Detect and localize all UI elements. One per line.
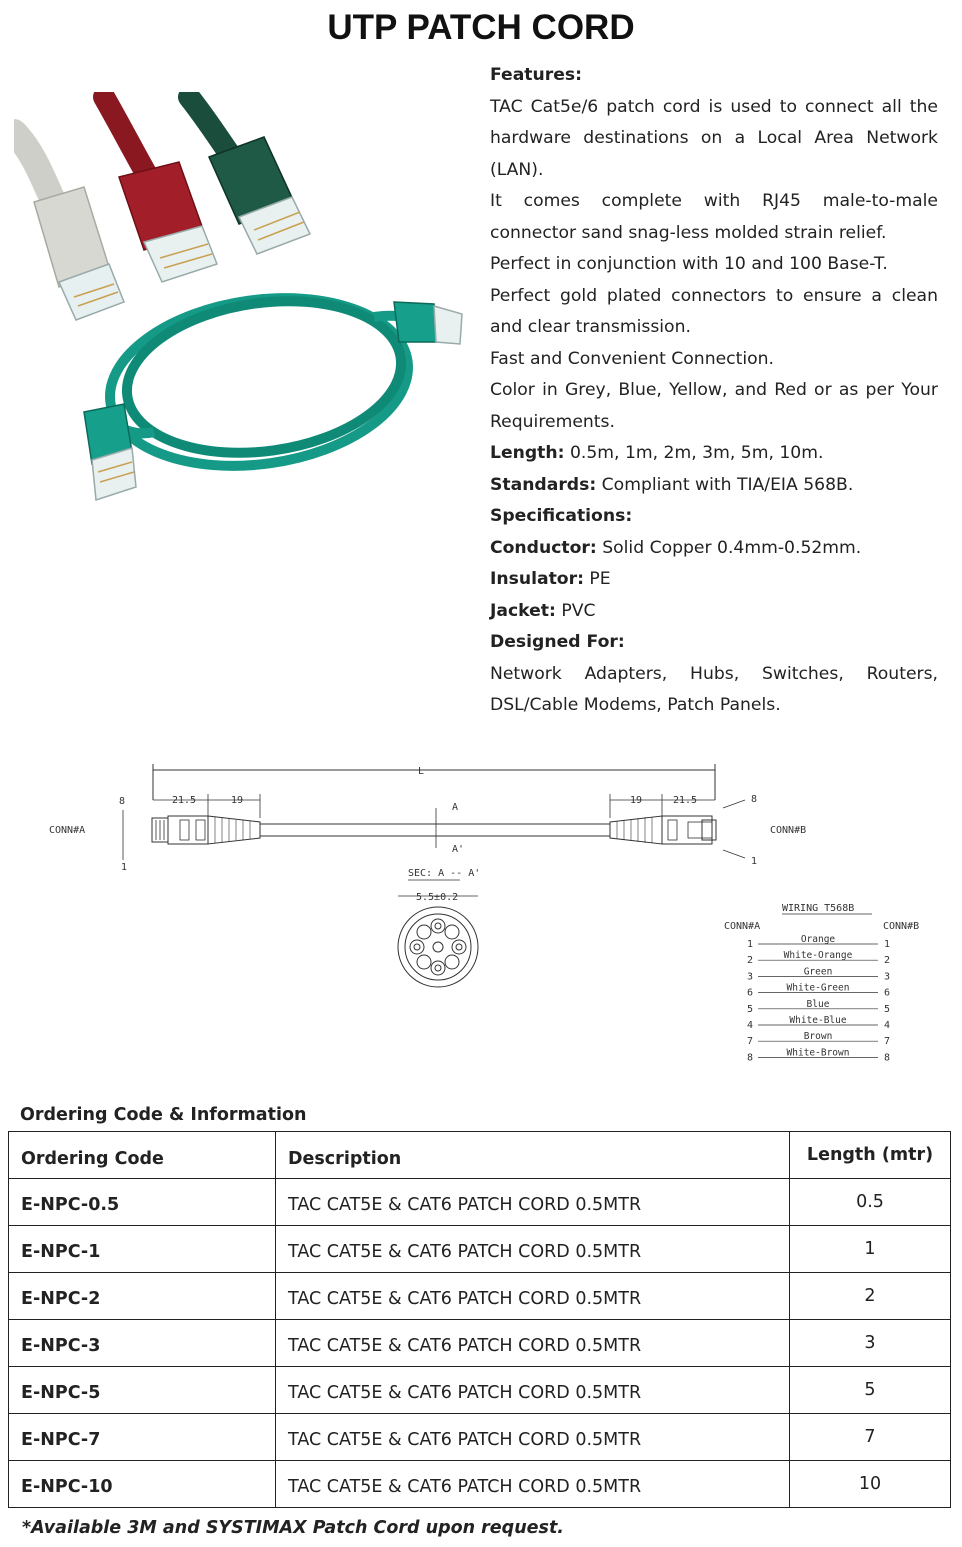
wire-pin-left: 8 [747,1052,754,1064]
teal-cable [99,280,424,484]
wire-pin-left: 7 [747,1036,754,1048]
wire-pin-right: 2 [884,955,891,967]
wire-pin-left: 5 [747,1003,754,1015]
wire-name: White-Brown [786,1047,850,1059]
row-length: 0.5 [790,1179,951,1226]
designed-for-value: Network Adapters, Hubs, Switches, Routers, DSL/Cable Modems, Patch Panels. [490,663,938,715]
wire-pin-right: 4 [884,1020,891,1031]
wire-pin-right: 1 [884,939,891,950]
dim-right-215: 21.5 [673,795,698,806]
wire-pin-left: 3 [747,971,754,983]
header-description: Description [276,1132,790,1179]
row-description: TAC CAT5E & CAT6 PATCH CORD 0.5MTR [276,1414,790,1461]
features-para-5: Fast and Convenient Connection. [490,348,775,369]
features-heading: Features: [490,65,582,85]
wire-pin-right: 5 [884,1003,891,1015]
wire-name: White-Orange [783,950,853,962]
wire-pin-left: 1 [747,939,754,950]
length-line [490,438,938,470]
table-header-row [9,1132,951,1179]
wire-pin-left: 4 [747,1020,754,1031]
technical-drawing [40,760,930,1070]
features-block [490,60,938,722]
row-code: E-NPC-1 [9,1226,276,1273]
standards-line [490,470,938,502]
conductor-label: Conductor: [490,537,597,558]
jacket-value: PVC [555,600,596,621]
dim-left-215: 21.5 [172,795,197,806]
wire-pin-right: 7 [884,1036,891,1048]
row-code: E-NPC-7 [9,1414,276,1461]
section-dim: 5.5±0.2 [416,892,459,903]
wire-pin-left: 6 [747,987,754,999]
length-label: Length: [490,443,565,463]
row-description: TAC CAT5E & CAT6 PATCH CORD 0.5MTR [276,1226,790,1273]
wire-pin-right: 8 [884,1052,891,1064]
conn-b-label: CONN#B [770,825,807,836]
row-description: TAC CAT5E & CAT6 PATCH CORD 0.5MTR [276,1320,790,1367]
table-row [9,1461,951,1508]
table-row [9,1414,951,1461]
row-code: E-NPC-10 [9,1461,276,1508]
table-row [9,1226,951,1273]
conn-a-label: CONN#A [49,825,86,836]
features-para-1: TAC Cat5e/6 patch cord is used to connect all the hardware destinations on a Local Area Network (LAN). [490,96,938,180]
section-a-top: A [452,802,459,813]
wire-name: Blue [806,998,830,1010]
row-code: E-NPC-2 [9,1273,276,1320]
header-length: Length (mtr) [790,1132,951,1179]
features-para-3: Perfect in conjunction with 10 and 100 Base-T. [490,254,888,274]
row-description: TAC CAT5E & CAT6 PATCH CORD 0.5MTR [276,1273,790,1320]
features-para-6: Color in Grey, Blue, Yellow, and Red or as per Your Requirements. [490,380,938,432]
wiring-rows [747,934,890,1063]
page-title: UTP PATCH CORD [327,8,635,47]
header-ordering-code: Ordering Code [9,1132,276,1179]
row-code: E-NPC-0.5 [9,1179,276,1226]
row-length: 10 [790,1461,951,1508]
section-a-bottom: A' [452,844,465,855]
ordering-table [8,1131,951,1508]
standards-label: Standards: [490,474,597,495]
row-description: TAC CAT5E & CAT6 PATCH CORD 0.5MTR [276,1461,790,1508]
wire-name: Orange [800,934,836,945]
ordering-heading: Ordering Code & Information [20,1105,307,1125]
availability-note: *Available 3M and SYSTIMAX Patch Cord upon request. [22,1518,564,1538]
insulator-line [490,564,938,596]
dim-right-1: 1 [751,856,758,867]
patch-cord-photo [14,92,464,512]
conductor-value: Solid Copper 0.4mm-0.52mm. [596,537,862,558]
wire-name: Brown [803,1031,833,1043]
row-code: E-NPC-3 [9,1320,276,1367]
dim-left-19: 19 [231,795,244,806]
wiring-title: WIRING T568B [782,903,855,914]
dim-right-19: 19 [630,795,643,806]
row-length: 2 [790,1273,951,1320]
features-para-2: It comes complete with RJ45 male-to-male connector sand snag-less molded strain relief. [490,191,938,243]
row-length: 7 [790,1414,951,1461]
insulator-value: PE [583,569,611,589]
wire-pin-right: 6 [884,987,891,999]
features-para-4: Perfect gold plated connectors to ensure a clean and clear transmission. [490,285,938,337]
grey-cable [14,132,124,320]
jacket-line [490,596,938,628]
table-row [9,1273,951,1320]
designed-for-heading: Designed For: [490,632,625,652]
wire-name: White-Green [786,982,850,994]
wire-pin-right: 3 [884,971,891,983]
wiring-conn-b: CONN#B [883,921,920,932]
teal-connector-left [84,404,136,500]
wire-name: Green [803,966,833,978]
row-code: E-NPC-5 [9,1367,276,1414]
row-length: 1 [790,1226,951,1273]
dim-left-8: 8 [119,796,126,807]
dark-green-cable [189,97,310,254]
table-row [9,1367,951,1414]
insulator-label: Insulator: [490,569,584,589]
dim-left-1: 1 [121,862,128,873]
table-row [9,1320,951,1367]
row-length: 5 [790,1367,951,1414]
jacket-label: Jacket: [490,600,556,621]
row-length: 3 [790,1320,951,1367]
wiring-conn-a: CONN#A [724,921,761,932]
table-row [9,1179,951,1226]
cable-cross-section [398,907,478,987]
row-description: TAC CAT5E & CAT6 PATCH CORD 0.5MTR [276,1367,790,1414]
conductor-line [490,533,938,565]
length-value: 0.5m, 1m, 2m, 3m, 5m, 10m. [564,443,824,463]
wire-pin-left: 2 [747,955,754,967]
dim-right-8: 8 [751,794,758,805]
row-description: TAC CAT5E & CAT6 PATCH CORD 0.5MTR [276,1179,790,1226]
section-label: SEC: A -- A' [408,868,481,879]
standards-value: Compliant with TIA/EIA 568B. [596,474,854,495]
wire-name: White-Blue [789,1015,847,1026]
dim-l-label: L [418,766,425,777]
specifications-heading: Specifications: [490,506,633,526]
teal-connector-right [394,302,462,344]
